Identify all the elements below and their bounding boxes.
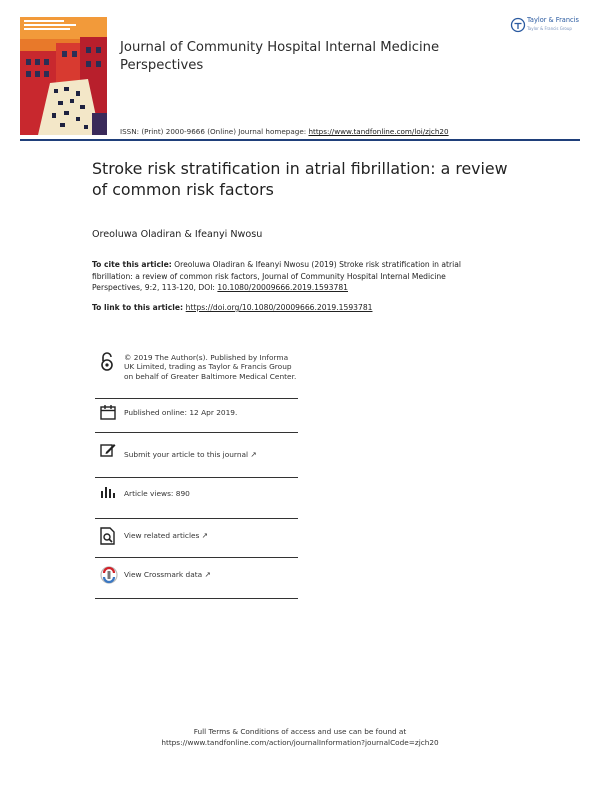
related-row[interactable] bbox=[95, 527, 298, 549]
link-to-article bbox=[92, 303, 372, 312]
published-date: Published online: 12 Apr 2019. bbox=[124, 408, 238, 417]
info-divider bbox=[95, 598, 298, 599]
submit-row[interactable] bbox=[95, 442, 298, 464]
article-title: Stroke risk stratification in atrial fibrillation: a review of common risk factors bbox=[92, 159, 508, 199]
crossmark-text bbox=[124, 570, 300, 579]
footer-terms: Full Terms & Conditions of access and use can be found at bbox=[193, 727, 407, 736]
calendar-icon bbox=[100, 404, 116, 420]
info-divider bbox=[95, 477, 298, 478]
citation-doi-link[interactable]: 10.1080/20009666.2019.1593781 bbox=[217, 283, 348, 293]
info-divider bbox=[95, 557, 298, 558]
citation-text: Oreoluwa Oladiran & Ifeanyi Nwosu (2019) Stroke risk stratification in atrial fibrillation: a review of common risk factors, Journal of Community Hospital Internal Medicine Perspectives, 9:2, 113-120, DOI: bbox=[92, 260, 462, 293]
cite-label: To cite this article: bbox=[92, 260, 172, 269]
cover-illustration bbox=[20, 17, 107, 135]
header-divider bbox=[20, 139, 580, 141]
issn-line bbox=[120, 127, 449, 136]
journal-title: Journal of Community Hospital Internal Medicine Perspectives bbox=[120, 40, 440, 73]
article-views: Article views: 890 bbox=[124, 489, 190, 498]
document-search-icon bbox=[100, 527, 116, 545]
external-link-icon: ↗ bbox=[204, 570, 211, 579]
article-authors: Oreoluwa Oladiran & Ifeanyi Nwosu bbox=[92, 229, 263, 240]
publisher-name: Taylor & Francis bbox=[527, 16, 579, 24]
info-divider bbox=[95, 518, 298, 519]
crossmark-row[interactable] bbox=[95, 566, 298, 588]
citation-block bbox=[92, 259, 492, 294]
crossmark-link[interactable]: View Crossmark data bbox=[124, 570, 203, 579]
license-text: © 2019 The Author(s). Published by Informa UK Limited, trading as Taylor & Francis Group on behalf of Greater Baltimore Medical Center. bbox=[124, 353, 297, 381]
published-row bbox=[95, 404, 298, 426]
info-divider bbox=[95, 398, 298, 399]
related-text bbox=[124, 531, 300, 540]
crossmark-icon bbox=[100, 566, 118, 584]
journal-homepage-link[interactable]: https://www.tandfonline.com/loi/zjch20 bbox=[308, 127, 449, 136]
journal-cover-image bbox=[20, 17, 107, 135]
info-divider bbox=[95, 432, 298, 433]
external-link-icon: ↗ bbox=[250, 450, 257, 459]
license-row bbox=[95, 352, 298, 398]
external-link-icon: ↗ bbox=[201, 531, 208, 540]
related-articles-link[interactable]: View related articles bbox=[124, 531, 200, 540]
footer-terms-url[interactable]: https://www.tandfonline.com/action/journalInformation?journalCode=zjch20 bbox=[161, 738, 439, 747]
bar-chart-icon bbox=[100, 485, 116, 499]
open-access-lock-icon bbox=[100, 352, 114, 372]
link-label: To link to this article: bbox=[92, 303, 186, 312]
publisher-logo-icon bbox=[510, 17, 526, 33]
issn-text: ISSN: (Print) 2000-9666 (Online) Journal homepage: bbox=[120, 127, 309, 136]
submit-link[interactable]: Submit your article to this journal bbox=[124, 450, 249, 459]
views-row bbox=[95, 485, 298, 507]
publisher-group-name: Taylor & Francis Group bbox=[527, 26, 572, 31]
submit-text bbox=[124, 450, 300, 459]
edit-icon bbox=[100, 442, 116, 458]
article-doi-link[interactable]: https://doi.org/10.1080/20009666.2019.1593781 bbox=[185, 303, 373, 312]
